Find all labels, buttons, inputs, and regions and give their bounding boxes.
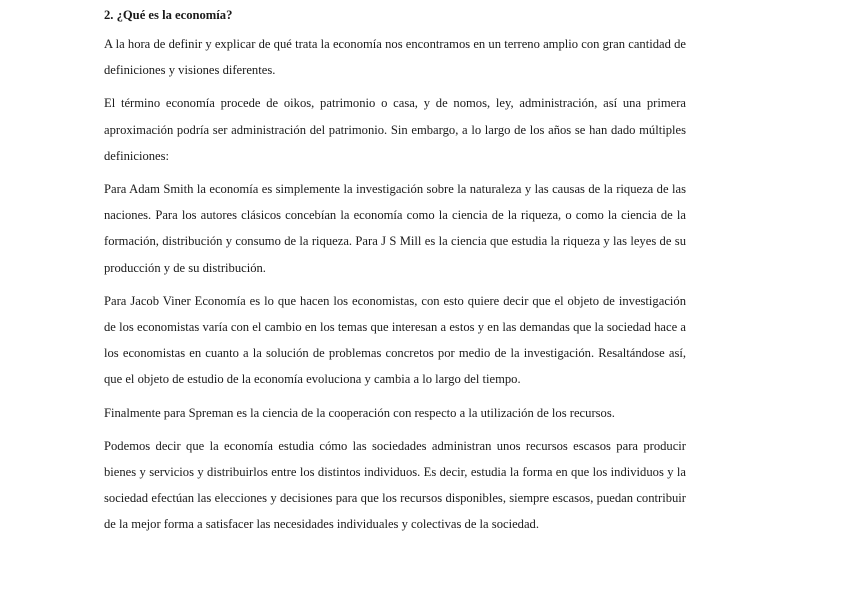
paragraph-conclusion: Podemos decir que la economía estudia cómo las sociedades administran unos recursos escasos para producir bienes y servicios y distribuirlos entre los distintos individuos. Es decir, estudia la forma en que los individuos y la sociedad efectúan las elecciones y decisiones para que los recursos disponibles, siempre escasos, puedan contribuir de la mejor forma a satisfacer las necesidades individuales y colectivas de la sociedad. <box>104 438 686 532</box>
paragraph-adam-smith: Para Adam Smith la economía es simplemente la investigación sobre la naturaleza y las causas de la riqueza de las naciones. Para los autores clásicos concebían la economía como la ciencia de la riqueza, o como la ciencia de la formación, distribución y consumo de la riqueza. Para J S Mill es la ciencia que estudia la riqueza y las leyes de su producción y de su distribución. <box>104 182 686 275</box>
paragraph-etymology: El término economía procede de oikos, patrimonio o casa, y de nomos, ley, administración, así una primera aproximación podría ser administración del patrimonio. Sin embargo, a lo largo de los años se han dado múltiples definiciones: <box>104 96 686 163</box>
document-page <box>104 6 686 545</box>
paragraph-spreman: Finalmente para Spreman es la ciencia de la cooperación con respecto a la utilización de los recursos. <box>104 405 615 420</box>
paragraph-jacob-viner: Para Jacob Viner Economía es lo que hacen los economistas, con esto quiere decir que el objeto de investigación de los economistas varía con el cambio en los temas que interesan a estos y en las demandas que la sociedad hace a los economistas en cuanto a la solución de problemas concretos por medio de la investigación. Resaltándose así, que el objeto de estudio de la economía evoluciona y cambia a lo largo del tiempo. <box>104 293 686 387</box>
paragraph-intro: A la hora de definir y explicar de qué trata la economía nos encontramos en un terreno amplio con gran cantidad de definiciones y visiones diferentes. <box>104 37 686 78</box>
section-heading: 2. ¿Qué es la economía? <box>104 8 233 22</box>
